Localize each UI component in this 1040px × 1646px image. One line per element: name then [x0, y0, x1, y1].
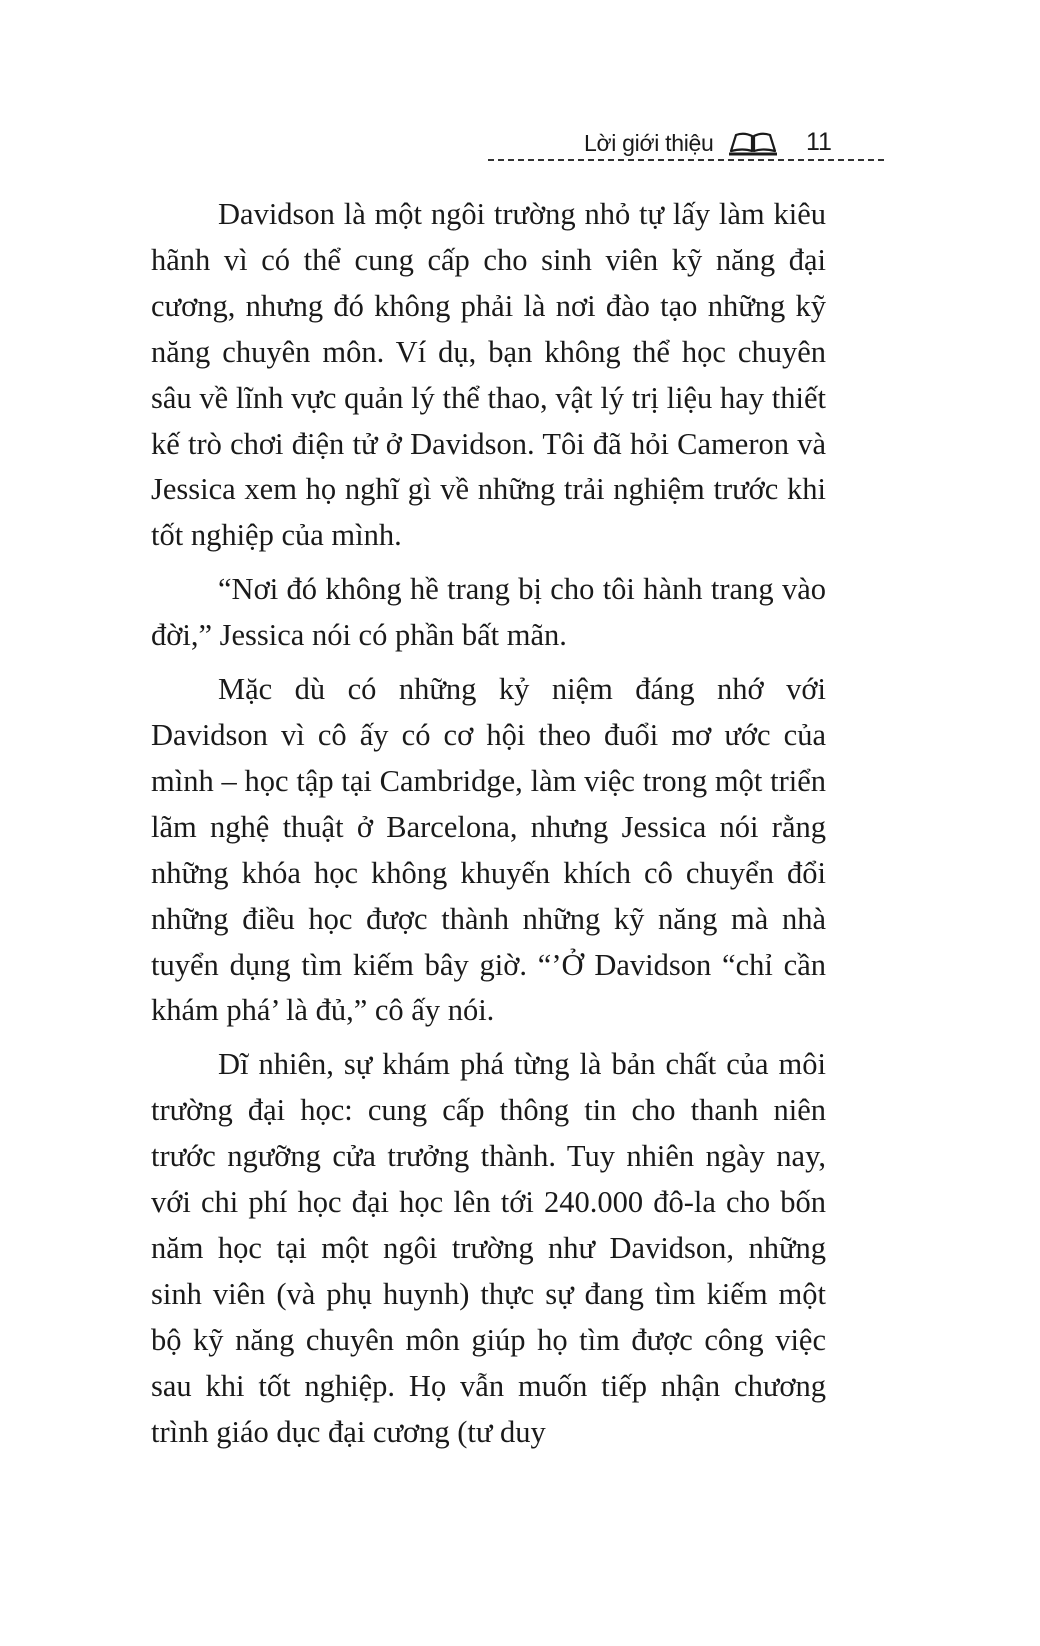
running-header [488, 124, 884, 168]
paragraph-2: “Nơi đó không hề trang bị cho tôi hành trang vào đời,” Jessica nói có phần bất mãn. [151, 572, 826, 653]
paragraph-4: Dĩ nhiên, sự khám phá từng là bản chất của môi trường đại học: cung cấp thông tin cho thanh niên trước ngưỡng cửa trưởng thành. Tuy nhiên ngày nay, với chi phí học đại học lên tới 240.000 đô-la cho bốn năm học tại một ngôi trường như Davidson, những sinh viên (và phụ huynh) thực sự đang tìm kiếm một bộ kỹ năng chuyên môn giúp họ tìm được công việc sau khi tốt nghiệp. Họ vẫn muốn tiếp nhận chương trình giáo dục đại cương (tư duy [151, 1047, 826, 1449]
open-book-icon [728, 130, 778, 156]
section-title: Lời giới thiệu [584, 130, 714, 156]
paragraph-1: Davidson là một ngôi trường nhỏ tự lấy làm kiêu hãnh vì có thể cung cấp cho sinh viên kỹ năng đại cương, nhưng đó không phải là nơi đào tạo những kỹ năng chuyên môn. Ví dụ, bạn không thể học chuyên sâu về lĩnh vực quản lý thể thao, vật lý trị liệu hay thiết kế trò chơi điện tử ở Davidson. Tôi đã hỏi Cameron và Jessica xem họ nghĩ gì về những trải nghiệm trước khi tốt nghiệp của mình. [151, 197, 826, 553]
page-number: 11 [806, 128, 832, 156]
paragraph-3: Mặc dù có những kỷ niệm đáng nhớ với Davidson vì cô ấy có cơ hội theo đuổi mơ ước của mình – học tập tại Cambridge, làm việc trong một triển lãm nghệ thuật ở Barcelona, nhưng Jessica nói rằng những khóa học không khuyến khích cô chuyển đổi những điều học được thành những kỹ năng mà nhà tuyển dụng tìm kiếm bây giờ. “’Ở Davidson “chỉ cần khám phá’ là đủ,” cô ấy nói. [151, 672, 826, 1028]
header-divider [488, 159, 884, 161]
body-text [151, 192, 826, 1463]
